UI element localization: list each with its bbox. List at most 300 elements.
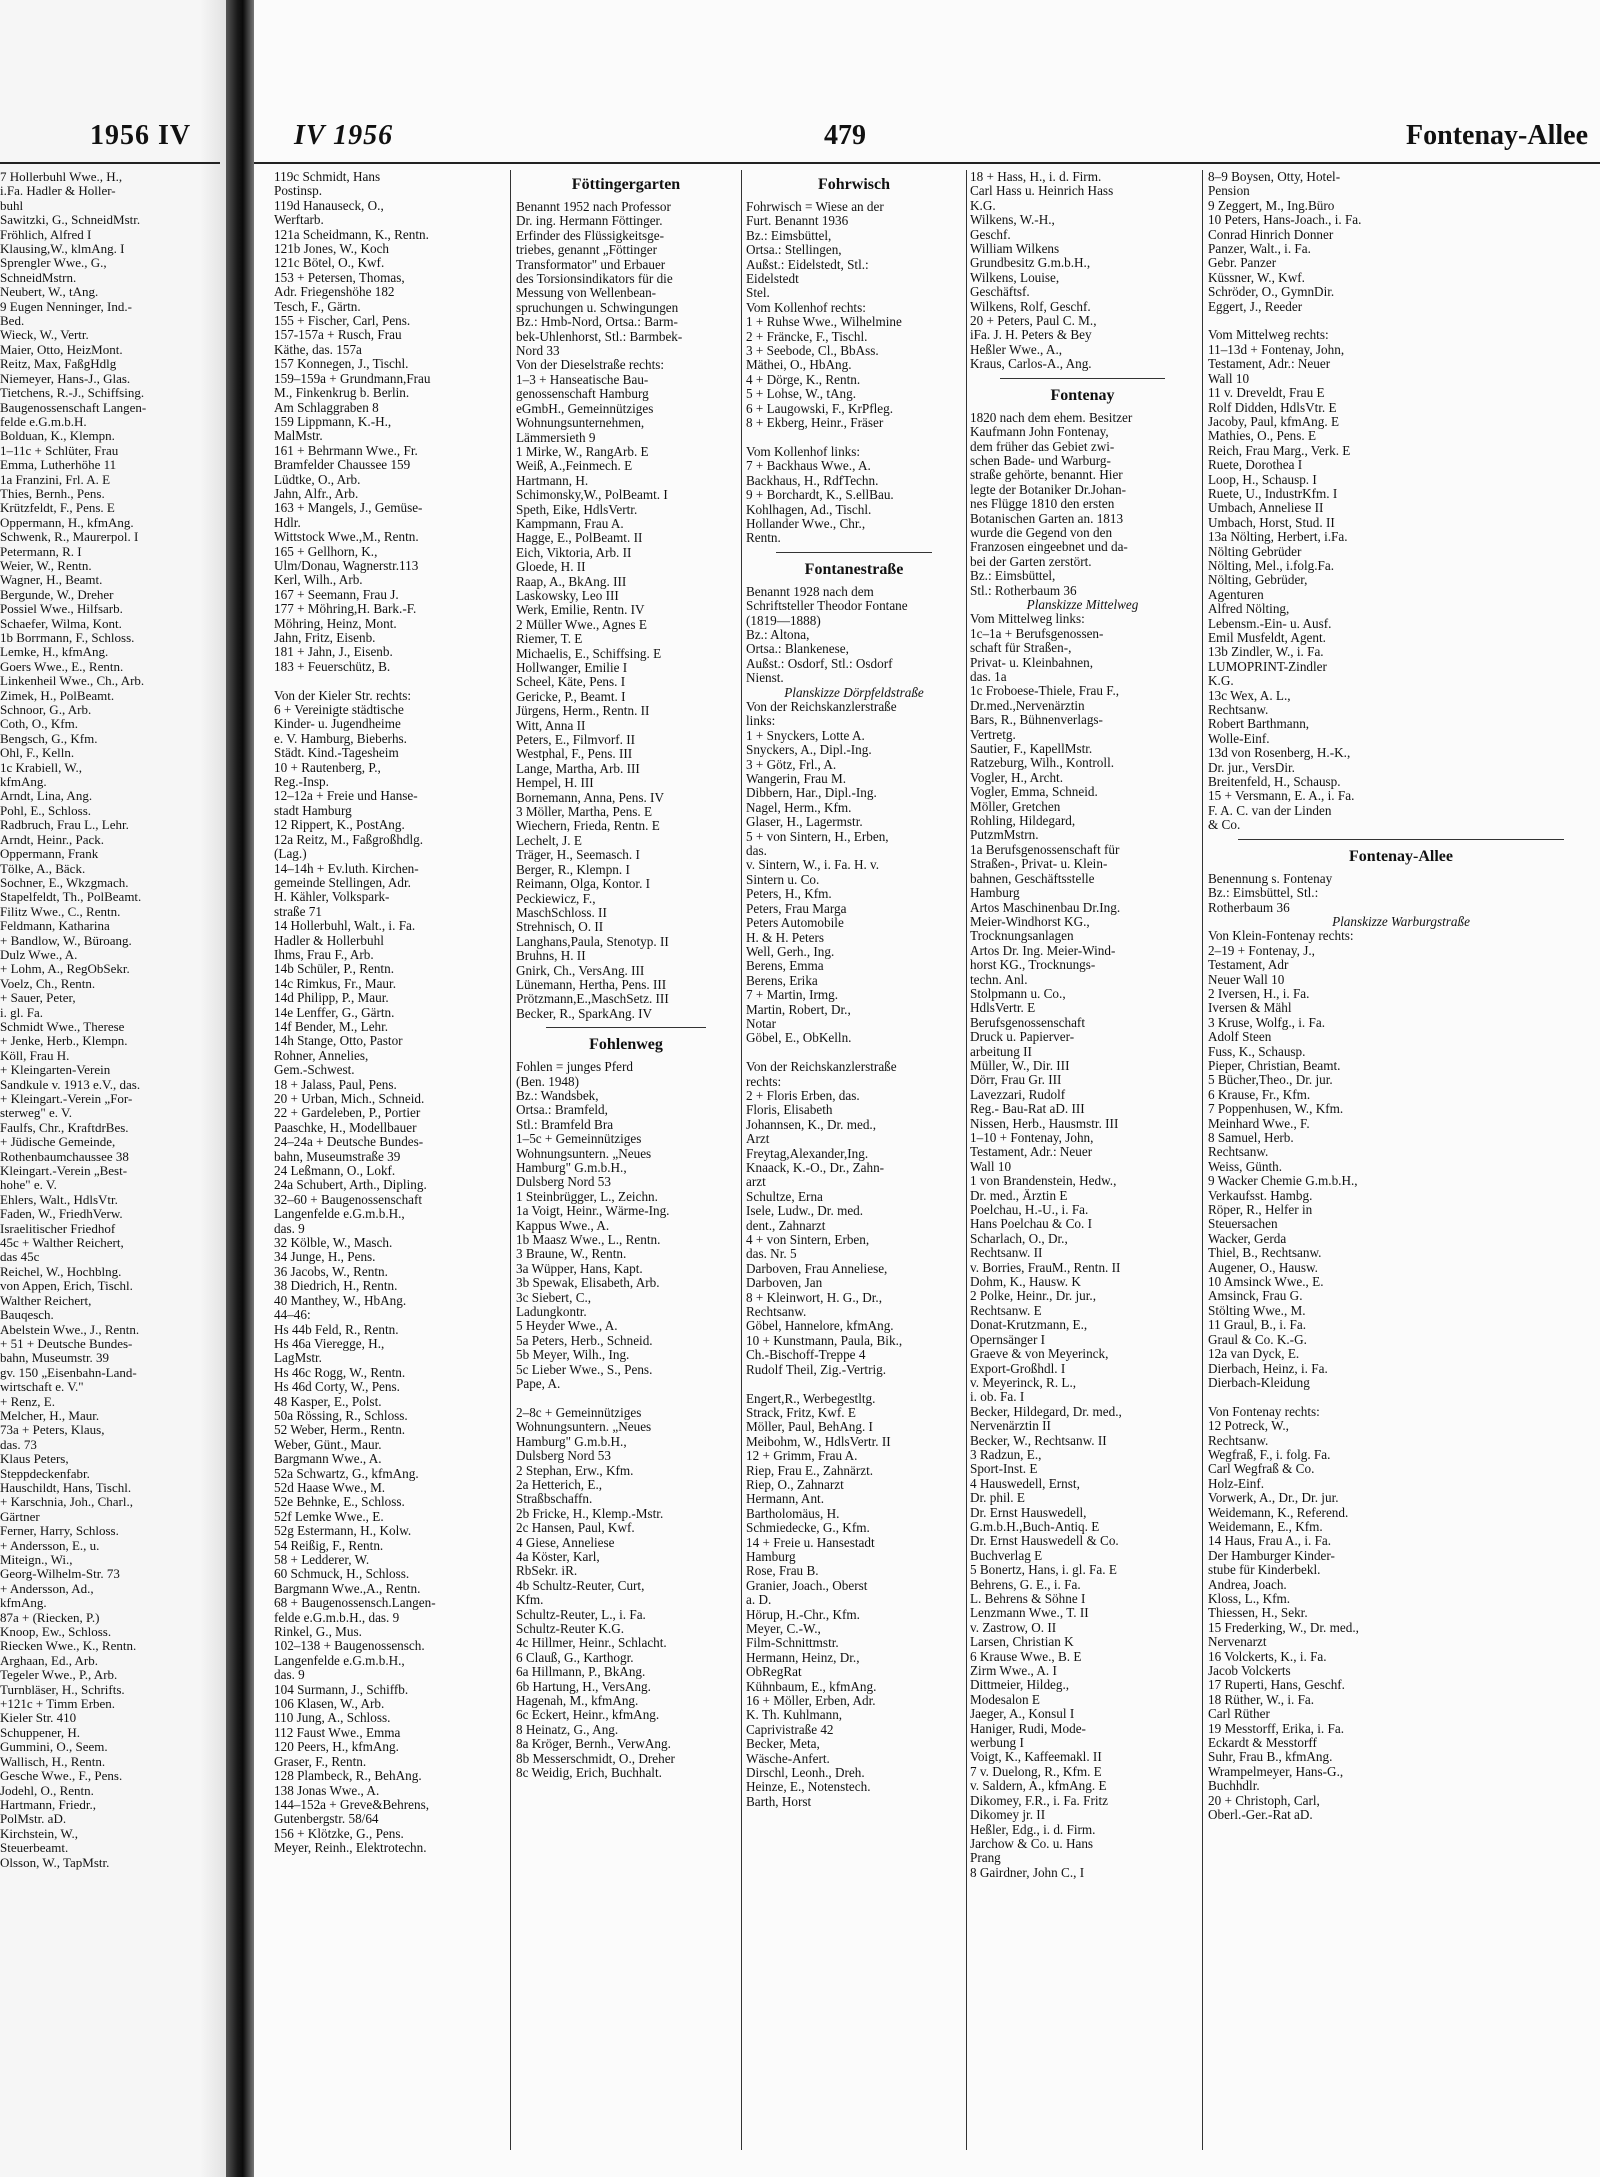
directory-entry-line: Wilkens, W.-H.,	[970, 213, 1055, 228]
directory-entry-line: Kraus, Carlos-A., Ang.	[970, 357, 1092, 372]
directory-entry-line: Becker, Meta,	[746, 1737, 820, 1752]
directory-entry-line: Prötzmann,E.,MaschSetz. III	[516, 992, 669, 1007]
directory-entry-line: Jahn, Fritz, Eisenb.	[274, 631, 376, 645]
directory-entry-line: Emil Musfeldt, Agent.	[1208, 631, 1326, 645]
directory-entry-line: Geschf.	[970, 227, 1011, 242]
directory-entry-line: Artos Maschinenbau Dr.Ing.	[970, 900, 1121, 915]
directory-entry-line: Benennung s. Fontenay	[1208, 871, 1333, 886]
directory-entry-line: Städt. Kind.-Tagesheim	[274, 746, 399, 761]
directory-entry-line: 5 Heyder Wwe., A.	[516, 1319, 618, 1334]
directory-entry-line: Meier-Windhorst KG.,	[970, 914, 1090, 929]
directory-entry-line: 1c Froboese-Thiele, Frau F.,	[970, 684, 1120, 699]
directory-entry-line: Testament, Adr.: Neuer	[1208, 357, 1331, 372]
directory-entry-line: 9 Zeggert, M., Ing.Büro	[1208, 198, 1335, 213]
directory-entry-line: Michaelis, E., Schiffsing. E	[516, 646, 662, 661]
street-heading: Föttingergarten	[571, 176, 681, 193]
directory-entry-line: 7 + Backhaus Wwe., A.	[746, 459, 871, 474]
directory-entry-line: + Lohm, A., RegObSekr.	[0, 962, 130, 977]
directory-entry-line: 8b Messerschmidt, O., Dreher	[516, 1751, 675, 1766]
directory-entry-line: Dierbach-Kleidung	[1208, 1375, 1310, 1390]
directory-entry-line: Dr. jur., VersDir.	[1208, 760, 1295, 775]
directory-entry-line: Wäsche-Anfert.	[746, 1751, 830, 1766]
directory-entry-line: + Jenke, Herb., Klempn.	[0, 1034, 128, 1049]
street-heading: Fontenay-Allee	[1349, 847, 1453, 865]
directory-entry-line: Dirschl, Leonh., Dreh.	[746, 1766, 865, 1781]
section-separator	[776, 552, 932, 553]
directory-entry-line: 4a Köster, Karl,	[516, 1549, 600, 1564]
directory-entry-line: Wilkens, Louise,	[970, 270, 1060, 285]
directory-entry-line: Weber, Günt., Maur.	[274, 1437, 382, 1452]
directory-entry-line: 8c Weidig, Erich, Buchhalt.	[516, 1766, 662, 1781]
directory-entry-line: Meibohm, W., HdlsVertr. II	[746, 1434, 891, 1449]
directory-entry-line: LagMstr.	[274, 1351, 322, 1366]
directory-entry-line: Möller, Paul, BehAng. I	[746, 1420, 873, 1435]
directory-entry-line: Bz.: Wandsbek,	[516, 1088, 599, 1103]
directory-entry-line: Hartmann, H.	[516, 473, 589, 488]
directory-entry-line: Thiel, B., Rechtsanw.	[1208, 1246, 1322, 1261]
directory-entry-line: Schmiedecke, G., Kfm.	[746, 1521, 870, 1536]
directory-entry-line: 12–12a + Freie und Hanse-	[274, 789, 418, 804]
directory-entry-line: Buchhdlr.	[1208, 1779, 1260, 1794]
directory-entry-line: 15 + Versmann, E. A., i. Fa.	[1208, 789, 1355, 804]
directory-entry-line: Laskowsky, Leo III	[516, 588, 619, 603]
directory-entry-line: Ulm/Donau, Wagnerstr.113	[274, 558, 419, 573]
left-page-column	[0, 170, 215, 2160]
directory-entry-line: Schröder, O., GymnDir.	[1208, 285, 1335, 300]
directory-entry-line: Nagel, Herm., Kfm.	[746, 800, 852, 815]
directory-entry-line: LUMOPRINT-Zindler	[1208, 659, 1327, 674]
directory-entry-line: Vertretg.	[970, 727, 1016, 742]
directory-entry-line: + Andersson, Ad.,	[0, 1581, 94, 1596]
directory-entry-line: schaft für Straßen-,	[970, 641, 1072, 656]
directory-entry-line: (Lag.)	[274, 847, 307, 862]
directory-entry-line: Andrea, Joach.	[1208, 1577, 1287, 1592]
directory-entry-line: Alfred Nölting,	[1208, 602, 1290, 617]
directory-entry-line: 8 + Ekberg, Heinr., Fräser	[746, 416, 884, 431]
directory-entry-line: M., Finkenkrug b. Berlin.	[274, 386, 410, 401]
directory-entry-line: 52a Schwartz, G., kfmAng.	[274, 1466, 419, 1481]
directory-entry-line: Kaufmann John Fontenay,	[970, 425, 1109, 440]
directory-entry-line: 161 + Behrmann Wwe., Fr.	[274, 443, 418, 458]
directory-entry-line: Nervenarzt	[1208, 1635, 1267, 1650]
directory-entry-line: 20 + Peters, Paul C. M.,	[970, 314, 1097, 329]
directory-entry-line: Hermann, Heinz, Dr.,	[746, 1650, 860, 1665]
directory-entry-line: 58 + Ledderer, W.	[274, 1553, 370, 1567]
directory-entry-line: K.G.	[970, 198, 996, 213]
directory-entry-line: iFa. J. H. Peters & Bey	[970, 328, 1092, 343]
directory-entry-line: 157-157a + Rusch, Frau	[274, 328, 402, 343]
directory-entry-line: Weiß, A.,Feinmech. E	[516, 459, 633, 474]
directory-entry-line: Klausing,W., klmAng. I	[0, 242, 125, 257]
directory-entry-line: Schimonsky,W., PolBeamt. I	[516, 488, 668, 503]
directory-entry-line: Vorwerk, A., Dr., Dr. jur.	[1208, 1491, 1339, 1506]
directory-entry-line: Benannt 1952 nach Professor	[516, 200, 671, 214]
directory-entry-line: 2 Iversen, H., i. Fa.	[1208, 986, 1310, 1001]
directory-entry-line: 120 Peers, H., kfmAng.	[274, 1740, 399, 1755]
directory-entry-line: Fuss, K., Schausp.	[1208, 1044, 1306, 1059]
directory-entry-line: Hans Poelchau & Co. I	[970, 1217, 1092, 1232]
directory-entry-line: Berger, R., Klempn. I	[516, 862, 630, 877]
directory-entry-line: eGmbH., Gemeinnütziges	[516, 401, 654, 416]
directory-entry-line: Radbruch, Frau L., Lehr.	[0, 818, 129, 833]
directory-entry-line: Berens, Emma	[746, 959, 824, 974]
directory-entry-line: Tölke, A., Bäck.	[0, 861, 86, 876]
directory-entry-line: Strehnisch, O. II	[516, 920, 604, 935]
directory-entry-line: 36 Jacobs, W., Rentn.	[274, 1264, 388, 1279]
directory-entry-line: 163 + Mangels, J., Gemüse-	[274, 501, 423, 516]
directory-entry-line: Wohnungsunternehmen,	[516, 416, 645, 431]
directory-entry-line: 7 v. Duelong, R., Kfm. E	[970, 1764, 1102, 1779]
directory-entry-line: Neuer Wall 10	[1208, 972, 1285, 987]
directory-entry-line: Kampmann, Frau A.	[516, 516, 624, 531]
directory-entry-line: + Karschnia, Joh., Charl.,	[0, 1495, 133, 1510]
directory-entry-line: Donat-Krutzmann, E.,	[970, 1318, 1088, 1333]
directory-entry-line: Sprengler Wwe., G.,	[0, 256, 107, 271]
directory-entry-line: Umbach, Horst, Stud. II	[1208, 515, 1335, 530]
directory-entry-line: Wittstock Wwe.,M., Rentn.	[274, 530, 419, 545]
directory-entry-line: 20 + Urban, Mich., Schneid.	[274, 1092, 425, 1106]
directory-entry-line: gemeinde Stellingen, Adr.	[274, 875, 411, 890]
directory-entry-line: Rohner, Annelies,	[274, 1048, 369, 1063]
directory-entry-line: 2–8c + Gemeinnütziges	[516, 1405, 642, 1420]
directory-entry-line: Möller, Gretchen	[970, 799, 1061, 814]
directory-entry-line: Wiechern, Frieda, Rentn. E	[516, 819, 660, 834]
directory-entry-line: 12 + Grimm, Frau A.	[746, 1449, 858, 1464]
directory-entry-line: Barth, Horst	[746, 1794, 812, 1809]
directory-entry-line: Schmidt Wwe., Therese	[0, 1019, 125, 1034]
directory-entry-line: Fröhlich, Alfred I	[0, 227, 92, 242]
directory-entry-line: + Andersson, E., u.	[0, 1538, 100, 1553]
directory-entry-line: v. Zastrow, O. II	[970, 1620, 1057, 1635]
directory-entry-line: Lebensm.-Ein- u. Ausf.	[1208, 616, 1332, 631]
directory-entry-line: Sintern u. Co.	[746, 872, 820, 887]
directory-entry-line: Hollwanger, Emilie I	[516, 661, 628, 675]
directory-entry-line: Kloss, L., Kfm.	[1208, 1592, 1291, 1606]
directory-entry-line: 165 + Gellhorn, K.,	[274, 544, 378, 559]
directory-entry-line: 54 Reißig, F., Rentn.	[274, 1538, 384, 1553]
directory-entry-line: Sport-Inst. E	[970, 1462, 1038, 1477]
directory-entry-line: v. Sintern, W., i. Fa. H. v.	[746, 858, 880, 873]
street-heading: Fontenay	[1050, 386, 1115, 404]
directory-entry-line: Vogler, Emma, Schneid.	[970, 785, 1098, 800]
directory-entry-line	[516, 1392, 736, 1406]
directory-entry-line: 3 Möller, Martha, Pens. E	[516, 805, 653, 820]
running-street-header: Fontenay-Allee	[1406, 120, 1588, 151]
directory-entry-line: Graser, F., Rentn.	[274, 1754, 367, 1769]
directory-entry-line: das 45c	[0, 1250, 40, 1265]
directory-entry-line: Carl Rüther	[1208, 1707, 1270, 1722]
directory-entry-line	[274, 674, 504, 688]
directory-entry-line: Jodehl, O., Rentn.	[0, 1783, 94, 1798]
directory-entry-line: Postinsp.	[274, 184, 323, 199]
directory-entry-line: Scheel, Käte, Pens. I	[516, 675, 626, 690]
directory-entry-line: 13a Nölting, Herbert, i.Fa.	[1208, 530, 1348, 545]
directory-entry-line: Augener, O., Hausw.	[1208, 1260, 1318, 1275]
directory-entry-line: Johannsen, K., Dr. med.,	[746, 1117, 877, 1132]
directory-entry-line: 14–14h + Ev.luth. Kirchen-	[274, 861, 419, 876]
directory-entry-line: 1 Mirke, W., RangArb. E	[516, 444, 649, 459]
directory-entry-line: Bz.: Altona,	[746, 627, 810, 642]
directory-entry-line: Träger, H., Seemasch. I	[516, 848, 640, 863]
directory-entry-line: Heinze, E., Notenstech.	[746, 1780, 871, 1795]
directory-entry-line: das. 73	[0, 1437, 37, 1452]
directory-entry-line: bahnen, Geschäftsstelle	[970, 871, 1095, 886]
directory-entry-line: Testament, Adr.: Neuer	[970, 1145, 1093, 1160]
directory-entry-line: Langenfelde e.G.m.b.H.,	[274, 1207, 405, 1222]
directory-entry-line: Dr. phil. E	[970, 1491, 1025, 1506]
directory-entry-line: Stölting Wwe., M.	[1208, 1303, 1306, 1318]
directory-entry-line: Nölting Gebrüder	[1208, 544, 1302, 559]
directory-entry-line: 20 + Christoph, Carl,	[1208, 1793, 1320, 1808]
directory-entry-line: Krützfeldt, F., Pens. E	[0, 501, 115, 516]
directory-entry-line: 1–3 + Hanseatische Bau-	[516, 372, 649, 387]
directory-entry-line: Arghaan, Ed., Arb.	[0, 1653, 98, 1668]
directory-entry-line: Maier, Otto, HeizMont.	[0, 342, 123, 357]
directory-entry-line: Bauqesch.	[0, 1308, 54, 1323]
directory-entry-line: ObRegRat	[746, 1665, 802, 1680]
directory-entry-line: + Kleingarten-Verein	[0, 1063, 111, 1078]
directory-entry-line: 6 Clauß, G., Karthogr.	[516, 1650, 634, 1665]
directory-entry-line: Röper, R., Helfer in	[1208, 1203, 1313, 1218]
directory-entry-line: Pieper, Christian, Beamt.	[1208, 1058, 1341, 1073]
directory-entry-line: Fohrwisch = Wiese an der	[746, 200, 884, 214]
directory-entry-line: + Sauer, Peter,	[0, 991, 76, 1006]
directory-entry-line: techn. Anl.	[970, 972, 1028, 987]
directory-entry-line: 8 Heinatz, G., Ang.	[516, 1722, 619, 1737]
directory-entry-line: Bargmann Wwe.,A., Rentn.	[274, 1581, 421, 1596]
directory-entry-line: 11–13d + Fontenay, John,	[1208, 342, 1345, 357]
directory-entry-line: 10 Amsinck Wwe., E.	[1208, 1275, 1324, 1290]
directory-entry-line: Eckardt & Messtorff	[1208, 1736, 1317, 1751]
directory-entry-line: 2 Stephan, Erw., Kfm.	[516, 1463, 634, 1478]
directory-entry-line: Hs 46d Corty, W., Pens.	[274, 1380, 400, 1395]
directory-entry-line: das. 9	[274, 1668, 305, 1683]
directory-entry-line: Schaefer, Wilma, Kont.	[0, 616, 122, 631]
directory-entry-line: Robert Barthmann,	[1208, 717, 1310, 732]
column-4	[970, 170, 1195, 2160]
directory-entry-line: schen Bade- und Warburg-	[970, 453, 1111, 468]
directory-entry-line: Bramfelder Chaussee 159	[274, 458, 411, 473]
directory-entry-line: Rolf Didden, HdlsVtr. E	[1208, 400, 1337, 415]
directory-entry-line: Agenturen	[1208, 587, 1264, 602]
directory-entry-line: (Ben. 1948)	[516, 1074, 579, 1089]
directory-entry-line: Arndt, Lina, Ang.	[0, 789, 93, 804]
directory-entry-line: Von der Kieler Str. rechts:	[274, 688, 412, 703]
directory-entry-line: 50a Rössing, R., Schloss.	[274, 1408, 408, 1423]
directory-entry-line: 15 Frederking, W., Dr. med.,	[1208, 1620, 1359, 1635]
directory-entry-line: Buchverlag E	[970, 1548, 1043, 1563]
directory-entry-line: Israelitischer Friedhof	[0, 1221, 116, 1236]
directory-entry-line: Kerl, Wilh., Arb.	[274, 573, 363, 588]
directory-entry-line: 7 + Martin, Irmg.	[746, 988, 839, 1003]
directory-entry-line: Gloede, H. II	[516, 560, 586, 575]
directory-entry-line: 14 + Freie u. Hansestadt	[746, 1535, 875, 1550]
directory-entry-line: 181 + Jahn, J., Eisenb.	[274, 645, 393, 660]
directory-entry-line: Reg.-Insp.	[274, 775, 329, 790]
directory-entry-line: 159–159a + Grundmann,Frau	[274, 371, 431, 386]
directory-entry-line: 52e Behnke, E., Schloss.	[274, 1495, 405, 1510]
section-separator	[1238, 839, 1564, 840]
directory-entry-line: wurde die Gegend von den	[970, 525, 1113, 540]
directory-entry-line: kfmAng.	[0, 1596, 47, 1611]
directory-entry-line: Göbel, E., ObKelln.	[746, 1031, 852, 1046]
directory-entry-line: Hagenah, M., kfmAng.	[516, 1694, 639, 1709]
directory-entry-line: 9 Wacker Chemie G.m.b.H.,	[1208, 1174, 1358, 1189]
directory-entry-line: Peters, Frau Marga	[746, 901, 847, 916]
directory-entry-line	[1208, 314, 1594, 328]
directory-entry-line: Dikomey jr. II	[970, 1808, 1046, 1823]
directory-entry-line: Rudolf Theil, Zig.-Vertrig.	[746, 1362, 887, 1377]
street-heading: Fohlenweg	[589, 1036, 663, 1054]
directory-entry-line: Georg-Wilhelm-Str. 73	[0, 1567, 120, 1582]
directory-entry-line: Hempel, H. III	[516, 776, 594, 791]
directory-entry-line: Stl.: Rotherbaum 36	[970, 583, 1077, 598]
directory-entry-line: 1820 nach dem ehem. Besitzer	[970, 410, 1133, 425]
directory-entry-line: 13d von Rosenberg, H.-K.,	[1208, 746, 1351, 761]
directory-entry-line: horst KG., Trocknungs-	[970, 958, 1096, 973]
directory-entry-line: Botanischen Garten an. 1813	[970, 511, 1124, 526]
directory-entry-line: Dr. ing. Hermann Föttinger.	[516, 214, 663, 229]
directory-entry-line: Graeve & von Meyerinck,	[970, 1347, 1109, 1362]
directory-entry-line	[1208, 1390, 1594, 1404]
directory-entry-line: Berufsgenossenschaft	[970, 1015, 1085, 1030]
directory-entry-line: Ihms, Frau F., Arb.	[274, 947, 374, 962]
directory-entry-line: 138 Jonas Wwe., A.	[274, 1783, 380, 1798]
directory-entry-line: 2 Polke, Heinr., Dr. jur.,	[970, 1289, 1097, 1304]
directory-entry-line: 14c Rimkus, Fr., Maur.	[274, 976, 396, 991]
directory-entry-line: 4 Giese, Anneliese	[516, 1535, 615, 1550]
directory-entry-line: Stolpmann u. Co.,	[970, 986, 1066, 1001]
directory-entry-line: Gnirk, Ch., VersAng. III	[516, 963, 645, 978]
directory-entry-line: Kirchstein, W.,	[0, 1826, 78, 1841]
directory-entry-line: Holz-Einf.	[1208, 1476, 1265, 1491]
directory-entry-line: Straßen-, Privat- u. Klein-	[970, 857, 1108, 872]
directory-entry-line: Tegeler Wwe., P., Arb.	[0, 1668, 118, 1683]
directory-entry-line: Gummini, O., Seem.	[0, 1740, 108, 1755]
directory-entry-line: felde e.G.m.b.H.	[0, 414, 87, 429]
directory-entry-line: 1b Maasz Wwe., L., Rentn.	[516, 1233, 661, 1248]
directory-entry-line: 156 + Klötzke, G., Pens.	[274, 1826, 404, 1841]
directory-entry-line: Faulfs, Chr., KraftdrBes.	[0, 1120, 129, 1135]
directory-entry-line: Abelstein Wwe., J., Rentn.	[0, 1322, 140, 1337]
directory-entry-line: Außst.: Eidelstedt, Stl.:	[746, 257, 869, 272]
directory-entry-line: + Renz, E.	[0, 1394, 55, 1409]
directory-entry-line: Hs 44b Feld, R., Rentn.	[274, 1322, 399, 1337]
directory-entry-line: Tesch, F., Gärtn.	[274, 299, 361, 314]
directory-entry-line: straße gehörte, benannt. Hier	[970, 468, 1123, 483]
directory-entry-line: 6a Hillmann, P., BkAng.	[516, 1665, 646, 1680]
directory-entry-line: Engert,R., Werbegestltg.	[746, 1391, 876, 1406]
directory-entry-line: bahn, Museumstr. 39	[0, 1351, 110, 1366]
directory-entry-line: Müller, W., Dir. III	[970, 1058, 1070, 1073]
directory-entry-line: 32 Kölble, W., Masch.	[274, 1236, 393, 1251]
directory-entry-line: 6b Hartung, H., VersAng.	[516, 1679, 651, 1694]
directory-entry-line: Gesche Wwe., F., Pens.	[0, 1769, 123, 1784]
directory-entry-line: bei der Garten zerstört.	[970, 554, 1092, 569]
directory-entry-line: Export-Großhdl. I	[970, 1361, 1066, 1376]
directory-entry-line: Eidelstedt	[746, 272, 799, 287]
directory-entry-line: stadt Hamburg	[274, 803, 352, 818]
directory-entry-line: Peters Automobile	[746, 916, 844, 931]
directory-entry-line: Klaus Peters,	[0, 1452, 69, 1467]
directory-entry-line: Weidemann, K., Referend.	[1208, 1505, 1349, 1520]
directory-entry-line: Bargmann Wwe., A.	[274, 1452, 382, 1467]
directory-entry-line: Reimann, Olga, Kontor. I	[516, 877, 651, 892]
directory-entry-line: 40 Manthey, W., HbAng.	[274, 1293, 407, 1308]
directory-entry-line: 1c Krabiell, W.,	[0, 760, 82, 775]
directory-entry-line: i. gl. Fa.	[0, 1005, 43, 1020]
directory-entry-line: Becker, R., SparkAng. IV	[516, 1006, 653, 1021]
directory-entry-line: Schultz-Reuter K.G.	[516, 1622, 625, 1636]
directory-entry-line: Bz.: Eimsbüttel,	[746, 228, 832, 243]
directory-entry-line: Linkenheil Wwe., Ch., Arb.	[0, 674, 145, 689]
directory-entry-line: Meyer, C.-W.,	[746, 1622, 821, 1636]
directory-entry-line: Knaack, K.-O., Dr., Zahn-	[746, 1161, 885, 1175]
directory-entry-line: 24–24a + Deutsche Bundes-	[274, 1135, 424, 1150]
directory-entry-line: Becker, W., Rechtsanw. II	[970, 1433, 1107, 1448]
map-reference: Planskizze Mittelweg	[1026, 596, 1139, 612]
directory-entry-line: 52f Lemke Wwe., E.	[274, 1509, 384, 1524]
directory-entry-line: 13b Zindler, W., i. Fa.	[1208, 645, 1324, 660]
directory-entry-line: Westphal, F., Pens. III	[516, 747, 633, 762]
directory-entry-line: 45c + Walther Reichert,	[0, 1236, 124, 1251]
directory-entry-line: 8–9 Boysen, Otty, Hotel-	[1208, 170, 1341, 184]
directory-entry-line: Peckiewicz, F.,	[516, 891, 596, 906]
directory-entry-line: Lenzmann Wwe., T. II	[970, 1606, 1089, 1621]
directory-entry-line: Riep, O., Zahnarzt	[746, 1477, 844, 1492]
directory-entry-line: 5 Bücher,Theo., Dr. jur.	[1208, 1073, 1333, 1088]
directory-entry-line: 52 Weber, Herm., Rentn.	[274, 1423, 406, 1438]
directory-entry-line: 12a van Dyck, E.	[1208, 1347, 1300, 1362]
directory-entry-line: Adr. Friegenshöhe 182	[274, 285, 395, 300]
section-separator	[1000, 378, 1165, 379]
directory-entry-line: Nord 33	[516, 344, 560, 359]
directory-entry-line: 17 Ruperti, Hans, Geschf.	[1208, 1678, 1345, 1693]
directory-entry-line: 1 von Brandenstein, Hedw.,	[970, 1174, 1117, 1189]
directory-entry-line: HdlsVertr. E	[970, 1001, 1036, 1016]
directory-entry-line: 11 Graul, B., i. Fa.	[1208, 1318, 1307, 1333]
directory-entry-line: Vogler, H., Archt.	[970, 770, 1063, 785]
directory-entry-line: stube für Kinderbekl.	[1208, 1563, 1321, 1578]
directory-entry-line: 110 Jung, A., Schloss.	[274, 1711, 391, 1726]
directory-entry-line: Fohlen = junges Pferd	[516, 1060, 633, 1075]
directory-entry-line: 183 + Feuerschütz, B.	[274, 659, 391, 674]
directory-entry-line: Schriftsteller Theodor Fontane	[746, 599, 908, 614]
directory-entry-line: links:	[746, 714, 776, 729]
directory-entry-line: Freytag,Alexander,Ing.	[746, 1146, 869, 1161]
directory-entry-line: Dierbach, Heinz, i. Fa.	[1208, 1361, 1328, 1376]
directory-entry-line: Panzer, Walt., i. Fa.	[1208, 242, 1311, 257]
directory-entry-line: 2 Müller Wwe., Agnes E	[516, 617, 647, 632]
directory-entry-line: Rechtsanw.	[1208, 1433, 1269, 1448]
directory-entry-line: 157 Konnegen, J., Tischl.	[274, 357, 409, 372]
directory-entry-line: Eich, Viktoria, Arb. II	[516, 545, 632, 560]
directory-entry-line: + 51 + Deutsche Bundes-	[0, 1336, 133, 1351]
directory-entry-line: Von Fontenay rechts:	[1208, 1404, 1320, 1419]
directory-entry-line: Carl Hass u. Heinrich Hass	[970, 184, 1114, 199]
directory-entry-line: H. & H. Peters	[746, 930, 825, 945]
left-page-header: 1956 IV	[90, 120, 192, 151]
directory-entry-line: Schuppener, H.	[0, 1725, 80, 1740]
directory-entry-line: 153 + Petersen, Thomas,	[274, 270, 405, 285]
directory-entry-line: Sochner, E., Wkzgmach.	[0, 875, 129, 890]
column-divider	[966, 170, 967, 2150]
directory-entry-line: 3 Braune, W., Rentn.	[516, 1247, 627, 1262]
directory-entry-line: Wilkens, Rolf, Geschf.	[970, 299, 1091, 314]
column-divider	[741, 170, 742, 2150]
directory-entry-line: triebes, genannt „Föttinger	[516, 243, 657, 258]
directory-entry-line: kfmAng.	[0, 775, 47, 790]
